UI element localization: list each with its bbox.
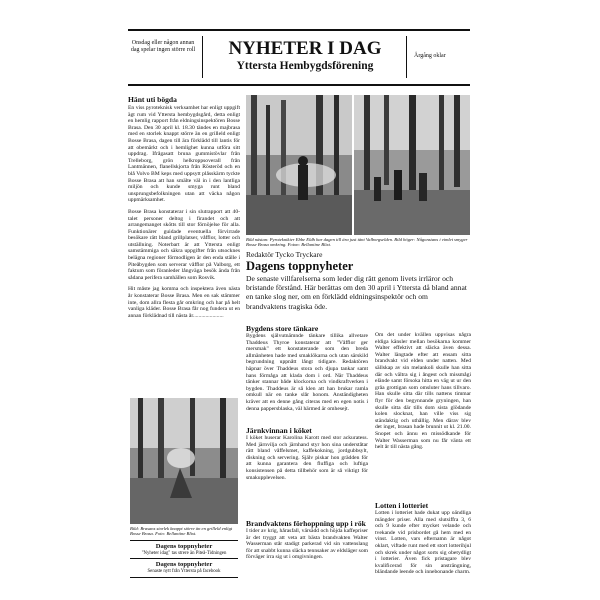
header-divider-left <box>202 36 203 78</box>
header-divider-right <box>406 36 407 78</box>
right-article-text: Om det under kvällen uppvisas några eldiga känsler mellan besökarna kommer Walter effektivt att släcka även dessa. Walter längtade efter att ensam sitta brandvakt vid elden under natten. Med sällskap av sin melankoli skulle han sitta där och vältra sig i ångest och missmågi elände samt försoka hitta en väg ut ur den gråa grottigan som omsluter hans tillvaro. Han skulle sitta där tills nattens timmar flyr för den begynnande gryningen, han skulle sitta där tills dom sista glödande kolen slocknat, han ville viss sig ständaktig och uthållig. Men därav blev det inget, brasan hade brunnit ut kl. 21.00. Snopet och ännu en missödkande för Walter Wasserman som nu får vänta ett helt år till nästa gång. <box>375 332 471 451</box>
header-left-note: Onsdag eller någon annan dag spelar ingen större roll <box>130 40 196 53</box>
photo-crowd-image <box>354 95 470 235</box>
bottom-photo-caption: Bild: Brasans storlek knappt större än en grilleld enligt Bosse Brasa. Foto: Bellantine Blixt. <box>130 526 233 537</box>
photo-pyrotechnician-image <box>246 95 352 235</box>
photo-bonfire <box>130 398 238 524</box>
header-bottom-rule <box>128 84 470 86</box>
footer-item2-title: Dagens toppnyheter <box>155 561 213 568</box>
brandvakten-heading: Brandvaktens förhoppning upp i rök <box>246 519 366 528</box>
photo-bonfire-image <box>130 398 238 524</box>
byline: Redaktör Tycko Tryckare <box>246 250 323 259</box>
footer-item1-title: Dagens toppnyheter <box>155 543 213 550</box>
top-photo-caption: Bild nästan: Pyroteknikier Ebbe Eldh har dagen till ära just tänt Valborgselden. Bild höger: Någonstans i vimlet smyger Bosse Brasa omkring. Foton: Bellantine Blixt. <box>246 237 468 248</box>
footer-rule-1 <box>130 540 238 541</box>
jarnkvinnan-heading: Järnkvinnan i köket <box>246 426 312 435</box>
lotten-text: Lotten i lotteriet hade dukat upp oändliga mängder priser. Alla med slutsiffra 3, 6 och 9 kunde efter mycket velande och tvekande vid prisbordet gå hem med en vinst. Lotten, vars efternamn är något oklart, viftade runt med ett stort lotterihjul och skrek under något sorts sig obetydligt i lotterier. Även fick pristagare blev kvalificerad för sin ansträngning, bländande leende och innebonande charm. <box>375 510 471 576</box>
lead-paragraph: De senaste villfarelserna som leder dig rätt genom livets irrläror och bristande förstånd. Här berättas om den 30 april i Yttersta då bland annat en tanke slog ner, om en förklädd eldningsinspektör och om brandvaktens tragiska öde. <box>246 274 467 311</box>
left-article-paragraph: Hit måste jag komma och inspektera även nästa år konstaterar Bosse Brasa. Men en sak stämmer inte, dom allra flesta går omkring och har på helt vanliga kläder. Bosse Brasa får nog fundera ut en annan förklädnad till nästa år...................... <box>128 286 240 319</box>
footer-item1-sub: "Nyheter idag" tas strere än Piteå-Tidningen <box>141 551 227 556</box>
header-top-rule <box>128 29 470 31</box>
photo-pyrotechnician <box>246 95 352 235</box>
bygden-text: Bygdens självutnämnde tänkare tillika allvetare Thaddeus Thyroe konstaterar att "Våfflor ger mersmak" ett konstaterande som den breda allmänheten hade med smaklökarna och utan särskild begrundning uppnått långt tidigare. Redaktören häpnar över Thaddeus stora och djupa tankar samt hans förmåga att klada dom i ord. När Thaddeus tänker stannar både klockorna och vindkraftverken i bygden. Thaddeus är så klen att han brukar ramla omkull när en tanke slår honom. Anständigheten kräver att en denne gång citeras med en egen notis i denna pappersblaska, väl härmed är omhesejt. <box>246 333 368 412</box>
footer-rule-2 <box>130 558 238 559</box>
masthead-title: NYHETER I DAG <box>228 38 382 59</box>
bygden-heading: Bygdens store tänkare <box>246 324 319 333</box>
masthead-subtitle: Yttersta Hembygdsförening <box>236 60 374 72</box>
header-right-note: Årgång oklar <box>414 53 446 59</box>
jarnkvinnan-text: I köket huserar Karolina Karott med stor ackuratess. Med järnvilja och järnhand styr hon sina underståtar rätt bland våffelsmet, kaffekokning, jordgubbsylt, diskning och servering. Själv piskar hon grädden för att kunna garantera den fluffiga och luftiga konsistensen på detta tillbehör som är så viktigt för smakupplevelsen. <box>246 435 368 481</box>
left-article-body <box>128 105 240 365</box>
left-article-heading: Hänt uti bögda <box>128 95 177 104</box>
left-article-paragraph: En viss pyroteknisk verksamhet har enligt uppgift ägt rum vid Yttersta hembygdsgård, detta enligt en hemlig rapport från eldningsinspektören Bosse Brasa. Den 30 april kl. 18.30 tändes en majbrasa med en storlek knappt större än en grilleld enligt Bosse Brasa, dagen till ära förklädd till lantis för att obemärkt och i hemlighet kunna utföra sitt uppdrag. Ifrågasatt bruna gummistövlar från Trelleborg, grön helkroppsoverall från Lantmännen, flanellskjorta från Rösteröd och en blå Volvo BM keps med uppsytt plåsskärm tyckte Bosse Brasa att han smälte väl in i den lantliga miljön och kunde smyga runt bland unsprungsbefolkningen utan att väcka någon uppmärksamhet. <box>128 105 240 204</box>
lotten-heading: Lotten i lotteriet <box>375 501 429 510</box>
left-article-paragraph: Bosse Brasa konstaterar i sin slutrapport att 40-talet personer deltog i firandet och att arrangemanget skötts till stor förnöjelse för alla. Funktionärer guidade eventuella förvirrade besökare rätt bland grillplatser, våfflor, lotter och utställning. Noterbart är att Yttersta enligt samstämmiga och säkra uppgifter från utsocknes belägna regioner förmodligen är den enda ställe i Piteåbygden som serverar våfflor på Valborg, ett faktum som föranleder långväga besök ända från sådana perifera samhällen som Rosvik. <box>128 208 240 281</box>
footer-item2-sub: Senaste nytt från Yttersta på facebook <box>147 569 221 574</box>
footer-rule-3 <box>130 577 238 578</box>
photo-crowd <box>354 95 470 235</box>
brandvakten-text: I tider av krig, hårasfall, värsädd och höjda kaffepriser är det tryggt att veta att bästa brandvakten Walter Wasserman står stadigt parkerad vid sin vattenslang för att snabbt kunna släcka tennsaker av eldsläger som förväger irra sig ut i omgivningen. <box>246 528 368 561</box>
lead-headline: Dagens toppnyheter <box>246 259 354 273</box>
